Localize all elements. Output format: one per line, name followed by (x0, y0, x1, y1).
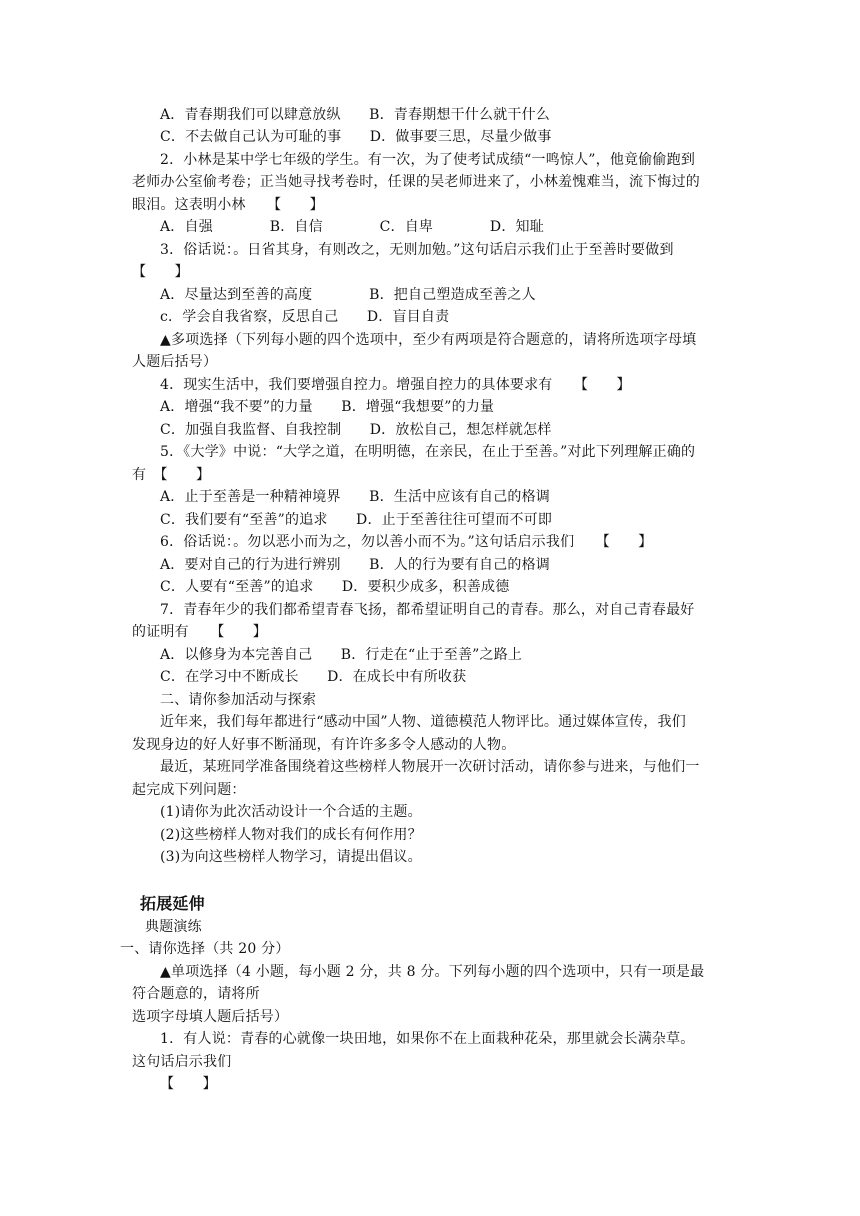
q5-options-cd: C．我们要有“至善”的追求 D．止于至善往往可望而不可即 (160, 512, 553, 528)
activity-question-1: (1)请你为此次活动设计一个合适的主题。 (160, 804, 422, 820)
section-two-heading: 二、请你参加活动与探索 (160, 692, 317, 708)
q2-stem-line-1: 2．小林是某中学七年级的学生。有一次，为了使考试成绩“一鸣惊人”，他竟偷偷跑到 (160, 152, 696, 168)
q6-stem: 6．俗话说：。勿以恶小而为之，勿以善小而不为。”这句话启示我们 【 】 (160, 534, 653, 550)
q3-options-ab: A．尽量达到至善的高度 B．把自己塑造成至善之人 (160, 287, 536, 303)
single-choice-instruction-line-1: ▲单项选择（4 小题，每小题 2 分，共 8 分。下列每小题的四个选项中，只有一项是最 (160, 964, 705, 980)
activity-intro-line-2: 发现身边的好人好事不断涌现，有许许多多令人感动的人物。 (132, 737, 516, 753)
q4-stem: 4．现实生活中，我们要增强自控力。增强自控力的具体要求有 【 】 (160, 377, 631, 393)
extension-heading: 拓展延伸 (140, 894, 205, 913)
q3-answer-bracket: 【 】 (132, 264, 189, 280)
q2-options: A．自强 B．自信 C．自卑 D．知耻 (160, 219, 544, 235)
ext-q1-stem-line-1: 1．有人说：青春的心就像一块田地，如果你不在上面栽种花朵，那里就会长满杂草。 (160, 1031, 695, 1047)
multi-choice-instruction-line-1: ▲多项选择（下列每小题的四个选项中，至少有两项是符合题意的，请将所选项字母填 (160, 332, 697, 348)
q5-options-ab: A．止于至善是一种精神境界 B．生活中应该有自己的格调 (160, 489, 550, 505)
q5-stem-line-1: 5．《大学》中说：“大学之道，在明明德，在亲民，在止于至善。”对此下列理解正确的 (160, 444, 696, 460)
q3-stem-line-1: 3．俗话说：。日省其身，有则改之，无则加勉。”这句话启示我们止于至善时要做到 (160, 242, 674, 258)
activity-intro-line-1: 近年来，我们每年都进行“感动中国”人物、道德模范人物评比。通过媒体宣传，我们 (160, 714, 686, 730)
q7-stem-line-1: 7．青春年少的我们都希望青春飞扬，都希望证明自己的青春。那么，对自己青春最好 (160, 602, 695, 618)
q7-options-cd: C．在学习中不断成长 D．在成长中有所收获 (160, 669, 467, 685)
q2-stem-line-3: 眼泪。这表明小林 【 】 (132, 197, 324, 213)
q6-options-cd: C．人要有“至善”的追求 D．要积少成多，积善成德 (160, 579, 510, 595)
activity-task-line-1: 最近，某班同学准备围绕着这些榜样人物展开一次研讨活动，请你参与进来，与他们一 (160, 759, 700, 775)
q2-stem-line-2: 老师办公室偷考卷；正当她寻找考卷时，任课的吴老师进来了，小林羞愧难当，流下悔过的 (132, 174, 700, 190)
ext-q1-answer-bracket: 【 】 (160, 1076, 217, 1092)
single-choice-instruction-line-3: 选项字母填人题后括号） (132, 1009, 289, 1025)
q5-stem-line-2: 有 【 】 (132, 467, 211, 483)
q6-options-ab: A．要对自己的行为进行辨别 B．人的行为要有自己的格调 (160, 557, 550, 573)
activity-task-line-2: 起完成下列问题： (132, 782, 246, 798)
section-one-heading: 一、请你选择（共 20 分） (120, 941, 290, 957)
q4-options-cd: C．加强自我监督、自我控制 D．放松自己，想怎样就怎样 (160, 422, 552, 438)
activity-question-3: (3)为向这些榜样人物学习，请提出倡议。 (160, 849, 422, 865)
q4-options-ab: A．增强“我不要”的力量 B．增强“我想要”的力量 (160, 399, 495, 415)
practice-label: 典题演练 (145, 919, 202, 935)
q1-options-cd: C．不去做自己认为可耻的事 D．做事要三思，尽量少做事 (160, 129, 552, 145)
q3-options-cd: c．学会自我省察，反思自己 D．盲目自责 (160, 309, 450, 325)
ext-q1-stem-line-2: 这句话启示我们 (132, 1054, 232, 1070)
q7-options-ab: A．以修身为本完善自己 B．行走在“止于至善”之路上 (160, 647, 523, 663)
q7-stem-line-2: 的证明有 【 】 (132, 624, 267, 640)
activity-question-2: (2)这些榜样人物对我们的成长有何作用？ (160, 827, 422, 843)
q1-options-ab: A．青春期我们可以肆意放纵 B．青春期想干什么就干什么 (160, 107, 550, 123)
single-choice-instruction-line-2: 符合题意的，请将所 (132, 986, 260, 1002)
multi-choice-instruction-line-2: 人题后括号） (132, 354, 218, 370)
